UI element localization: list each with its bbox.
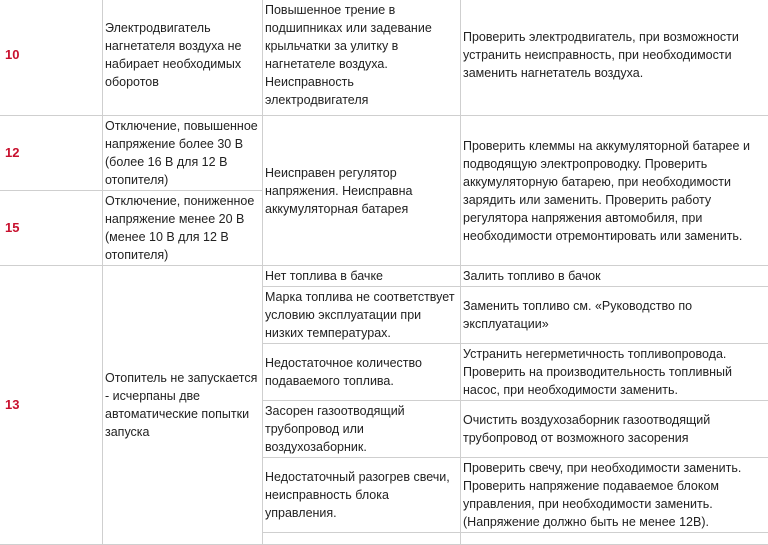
cause-cell: Марка топлива не соответствует условию эксплуатации при низких температурах.	[263, 287, 461, 344]
cause-cell: Засорен газоотводящий трубопровод или воздухозаборник.	[263, 401, 461, 458]
remedy-cell: Залить топливо в бачок	[461, 266, 768, 287]
cause-cell: Неисправен регулятор напряжения. Неисправна аккумуляторная батарея	[263, 116, 461, 266]
error-description: Отопитель не запускается - исчерпаны две автоматические попытки запуска	[103, 266, 263, 545]
error-description: Отключение, повышенное напряжение более 30 В (более 16 В для 12 В отопителя)	[103, 116, 263, 191]
cause-cell: Недостаточное количество подаваемого топлива.	[263, 344, 461, 401]
table-row	[0, 266, 768, 287]
error-code: 10	[0, 0, 103, 116]
cause-cell: Нет топлива в бачке	[263, 266, 461, 287]
error-code: 12	[0, 116, 103, 191]
error-code: 15	[0, 191, 103, 266]
error-description: Электродвигатель нагнетателя воздуха не набирает необходимых оборотов	[103, 0, 263, 116]
table-row	[0, 116, 768, 191]
cause-cell: Повышенное трение в подшипниках или задевание крыльчатки за улитку в нагнетателе воздуха. Неисправность электродвигателя	[263, 0, 461, 116]
remedy-cell: Проверить свечу, при необходимости заменить. Проверить напряжение подаваемое блоком управления, при необходимости заменить. (Напряжение должно быть не менее 12В).	[461, 458, 768, 533]
remedy-cell: Очистить воздухозаборник газоотводящий трубопровод от возможного засорения	[461, 401, 768, 458]
remedy-cell: Заменить топливо см. «Руководство по эксплуатации»	[461, 287, 768, 344]
remedy-cell: Проверить электродвигатель, при возможности устранить неисправность, при необходимости заменить нагнетатель воздуха.	[461, 0, 768, 116]
remedy-cell: Проверить клеммы на аккумуляторной батарее и подводящую электропроводку. Проверить аккумуляторную батарею, при необходимости зарядить или заменить. Проверить работу регулятора напряжения автомобиля, при необходимости отремонтировать или заменить.	[461, 116, 768, 266]
remedy-cell: Устранить негерметичность топливопровода. Проверить на производительность топливный насос, при необходимости заменить.	[461, 344, 768, 401]
error-description: Отключение, пониженное напряжение менее 20 В (менее 10 В для 12 В отопителя)	[103, 191, 263, 266]
cause-cell: Недостаточный разогрев свечи, неисправность блока управления.	[263, 458, 461, 533]
remedy-cell	[461, 533, 768, 545]
cause-cell	[263, 533, 461, 545]
error-code: 13	[0, 266, 103, 545]
table-row	[0, 0, 768, 116]
